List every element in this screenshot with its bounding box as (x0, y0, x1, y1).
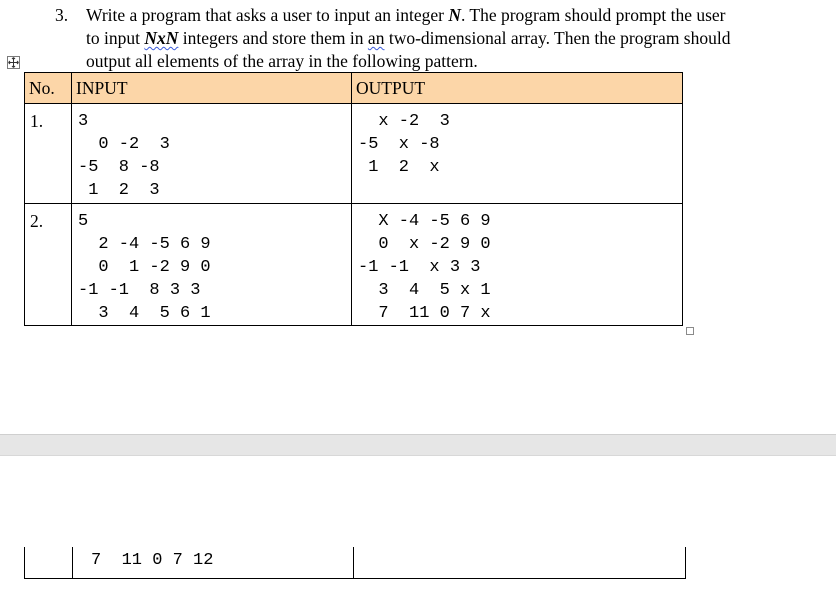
continued-input-values[interactable]: 7 11 0 7 12 (91, 551, 214, 570)
table-header-row (25, 73, 683, 104)
table-row (25, 104, 683, 204)
table-move-handle-icon[interactable] (7, 56, 20, 69)
header-output[interactable]: OUTPUT (352, 73, 683, 104)
table-row (25, 204, 683, 326)
misspelled-an: an (367, 28, 385, 48)
question-line-2: to input NxN integers and store them in an two-dimensional array. Then the program should (86, 28, 731, 48)
table-continued-row (24, 547, 686, 579)
question-line-3: output all elements of the array in the following pattern. (86, 51, 478, 71)
table-resize-handle[interactable] (686, 327, 694, 335)
header-input[interactable]: INPUT (72, 73, 352, 104)
input-cell[interactable]: 5 2 -4 -5 6 9 0 1 -2 9 0 -1 -1 8 3 3 3 4 5 6 1 (72, 204, 352, 326)
variable-n: N (448, 5, 461, 25)
input-cell[interactable]: 3 0 -2 3 -5 8 -8 1 2 3 (72, 104, 352, 204)
column-divider (353, 547, 354, 578)
question-number: 3. (55, 5, 69, 25)
column-divider (72, 547, 73, 578)
row-number-cell[interactable]: 2. (25, 204, 72, 326)
header-no[interactable]: No. (25, 73, 72, 104)
variable-nxn: NxN (144, 28, 179, 48)
pattern-table (24, 72, 683, 326)
question-line-1: Write a program that asks a user to input an integer N. The program should prompt the user (86, 5, 726, 25)
row-number-cell[interactable]: 1. (25, 104, 72, 204)
output-cell[interactable]: x -2 3 -5 x -8 1 2 x (352, 104, 683, 204)
page-break-gap (0, 434, 836, 456)
output-cell[interactable]: X -4 -5 6 9 0 x -2 9 0 -1 -1 x 3 3 3 4 5 x 1 7 11 0 7 x (352, 204, 683, 326)
